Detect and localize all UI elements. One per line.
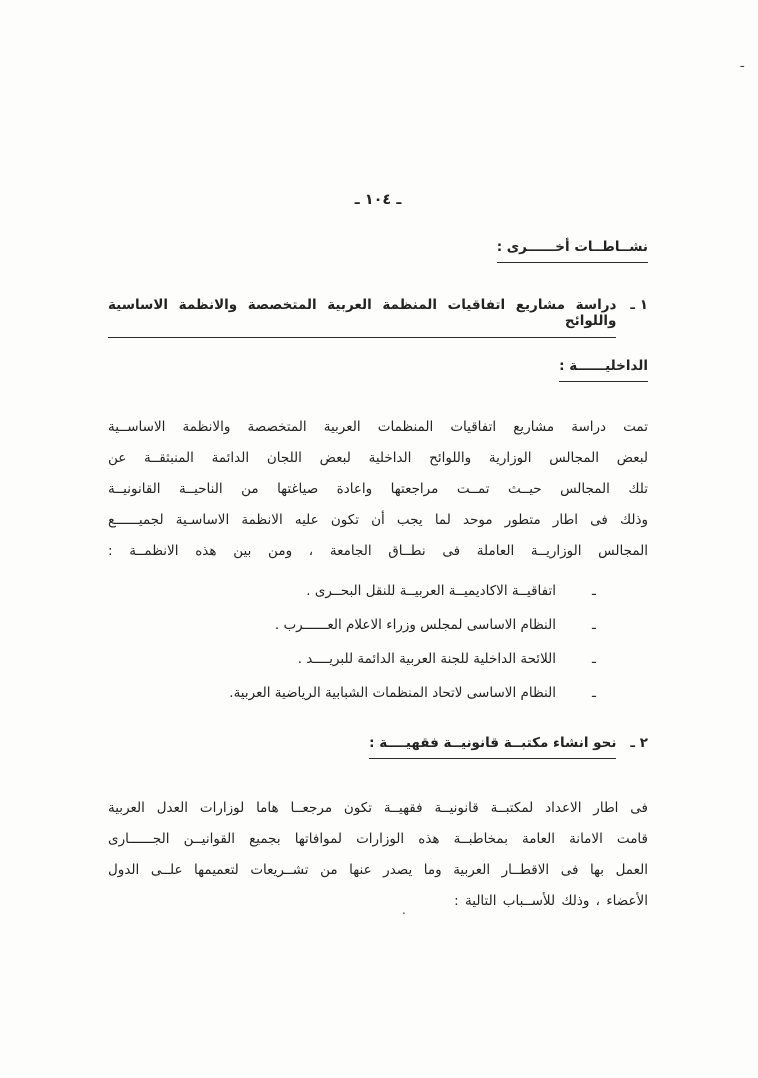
page-content [108, 192, 648, 917]
paragraph-line: وذلك فى اطار متطور موحد لما يجب أن تكون عليه الانظمة الاساسـية لجميــــــع [108, 512, 648, 528]
page-number: ـ ١٠٤ ـ [354, 192, 402, 208]
paragraph-line: فى اطار الاعداد لمكتبــة قانونيــة فقهيــة تكون مرجعــا هاما لوزارات العدل العربية [108, 800, 648, 816]
section2-title: نحو انشاء مكتبــة قانونيــة فقهيــــة : [369, 735, 616, 759]
section2-title-row [108, 735, 648, 759]
stray-dot-mark: . [402, 903, 406, 917]
dash-bullet: ـ [592, 651, 596, 667]
paragraph-line: العمل بها فى الاقطــار العربية وما يصدر عنها من تشــريعات لتعميمها علــى الدول [108, 862, 648, 878]
other-activities-heading: نشــاطــات أخــــــرى : [497, 239, 648, 263]
section1-title-line2-row [108, 358, 648, 382]
dash-bullet: ـ [592, 685, 596, 701]
section1-list [108, 581, 596, 703]
section-heading-row [108, 236, 648, 263]
paragraph-line: المجالس الوزاريــة العاملة فى نطــاق الجامعة ، ومن بين هذه الانظمــة : [108, 543, 648, 559]
list-item-text: اتفاقيــة الاكاديميــة العربيــة للنقل البحــرى . [306, 583, 556, 599]
list-item-text: النظام الاساسى لاتحاد المنظمات الشبابية الرياضية العربية. [229, 685, 556, 701]
paragraph-line: الأعضاء ، وذلك للأســباب التالية : [454, 893, 648, 909]
paragraph-line: لبعض المجالس الوزارية واللوائح الداخلية لبعض اللجان الدائمة المنبثقــة عن [108, 450, 648, 466]
section1-number: ١ ـ [630, 297, 648, 313]
section1-title-line1: دراسة مشاريع اتفاقيات المنظمة العربية المتخصصة والانظمة الاساسية واللوائح [108, 297, 616, 338]
list-item-text: اللائحة الداخلية للجنة العربية الدائمة للبريــــد . [297, 651, 556, 667]
dash-bullet: ـ [592, 583, 596, 599]
list-item-text: النظام الاساسى لمجلس وزراء الاعلام العــــــرب . [274, 617, 556, 633]
paragraph-line: قامت الامانة العامة بمخاطبــة هذه الوزارات لموافاتها بجميع القوانيــن الجــــــارى [108, 831, 648, 847]
list-item [108, 581, 596, 601]
section2-number: ٢ ـ [630, 735, 648, 751]
paragraph-line: تلك المجالس حيــث تمــت مراجعتها واعادة صياغتها من الناحيــة القانونيــة [108, 481, 648, 497]
list-item [108, 683, 596, 703]
paragraph-line: تمت دراسة مشاريع اتفاقيات المنظمات العربية المتخصصة والانظمة الاساســية [108, 419, 648, 435]
section1-title-row [108, 297, 648, 338]
list-item [108, 615, 596, 635]
list-item [108, 649, 596, 669]
corner-mark: ـ [740, 56, 744, 70]
section1-paragraph [108, 412, 648, 567]
dash-bullet: ـ [592, 617, 596, 633]
section1-title-line2: الداخليــــــة : [559, 358, 648, 382]
section2-paragraph [108, 793, 648, 917]
